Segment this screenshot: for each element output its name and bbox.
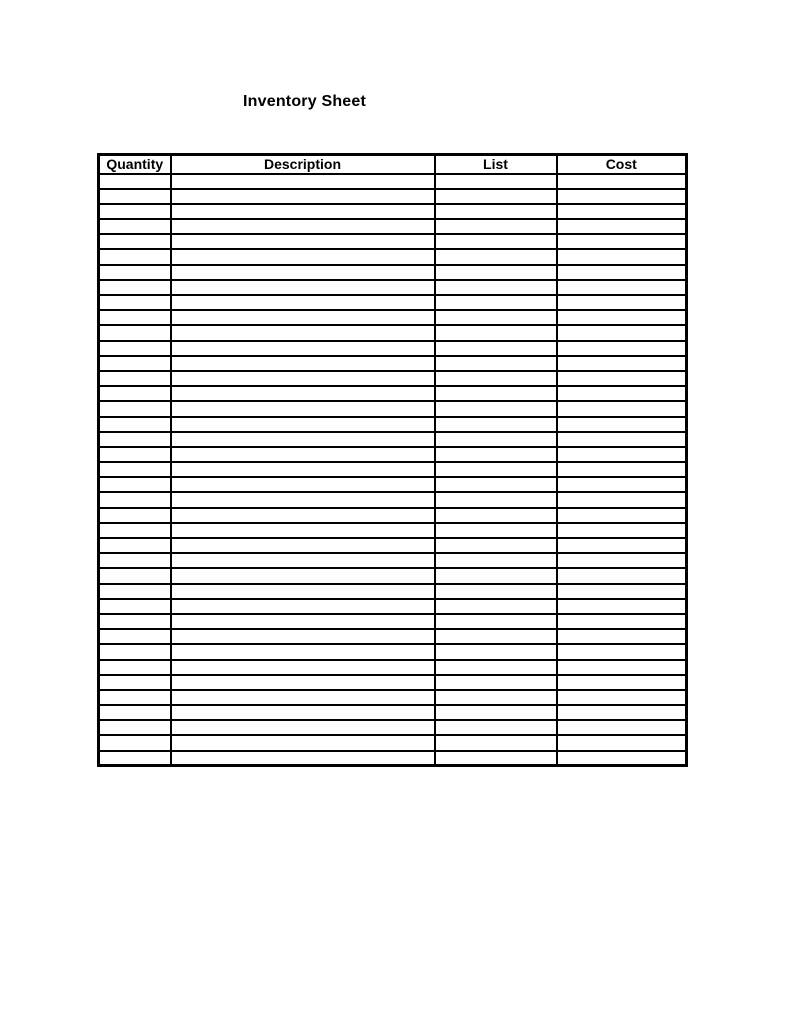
cell-list [435, 356, 557, 371]
cell-quantity [99, 249, 171, 264]
cell-description [171, 189, 435, 204]
cell-description [171, 599, 435, 614]
cell-cost [557, 735, 687, 750]
cell-quantity [99, 705, 171, 720]
cell-list [435, 371, 557, 386]
table-row [99, 614, 687, 629]
cell-quantity [99, 265, 171, 280]
table-row [99, 660, 687, 675]
cell-cost [557, 508, 687, 523]
table-row [99, 189, 687, 204]
cell-list [435, 690, 557, 705]
table-row [99, 356, 687, 371]
cell-list [435, 614, 557, 629]
cell-cost [557, 614, 687, 629]
table-row [99, 751, 687, 766]
cell-description [171, 417, 435, 432]
cell-description [171, 386, 435, 401]
cell-quantity [99, 675, 171, 690]
cell-description [171, 690, 435, 705]
cell-description [171, 492, 435, 507]
cell-cost [557, 462, 687, 477]
cell-description [171, 447, 435, 462]
cell-cost [557, 720, 687, 735]
cell-quantity [99, 477, 171, 492]
column-header-list: List [435, 155, 557, 174]
cell-cost [557, 204, 687, 219]
cell-cost [557, 629, 687, 644]
table-row [99, 174, 687, 189]
cell-list [435, 523, 557, 538]
cell-list [435, 174, 557, 189]
cell-quantity [99, 189, 171, 204]
cell-description [171, 751, 435, 766]
cell-quantity [99, 508, 171, 523]
table-row [99, 234, 687, 249]
cell-quantity [99, 629, 171, 644]
table-row [99, 675, 687, 690]
cell-cost [557, 644, 687, 659]
cell-list [435, 280, 557, 295]
cell-description [171, 660, 435, 675]
cell-cost [557, 568, 687, 583]
cell-description [171, 401, 435, 416]
cell-list [435, 584, 557, 599]
cell-description [171, 204, 435, 219]
cell-description [171, 644, 435, 659]
cell-quantity [99, 417, 171, 432]
cell-list [435, 735, 557, 750]
table-row [99, 462, 687, 477]
cell-description [171, 432, 435, 447]
cell-list [435, 249, 557, 264]
cell-cost [557, 477, 687, 492]
cell-description [171, 584, 435, 599]
cell-list [435, 508, 557, 523]
cell-description [171, 523, 435, 538]
page-title: Inventory Sheet [243, 93, 367, 110]
cell-description [171, 234, 435, 249]
table-row [99, 690, 687, 705]
cell-quantity [99, 735, 171, 750]
table-row [99, 720, 687, 735]
cell-cost [557, 492, 687, 507]
cell-cost [557, 401, 687, 416]
cell-description [171, 675, 435, 690]
cell-list [435, 720, 557, 735]
table-row [99, 477, 687, 492]
cell-cost [557, 705, 687, 720]
table-row [99, 265, 687, 280]
cell-quantity [99, 341, 171, 356]
cell-quantity [99, 310, 171, 325]
cell-list [435, 492, 557, 507]
cell-list [435, 705, 557, 720]
table-row [99, 584, 687, 599]
column-header-cost: Cost [557, 155, 687, 174]
table-row [99, 538, 687, 553]
cell-quantity [99, 447, 171, 462]
table-row [99, 447, 687, 462]
cell-list [435, 568, 557, 583]
table-row [99, 705, 687, 720]
cell-quantity [99, 280, 171, 295]
table-row [99, 219, 687, 234]
cell-cost [557, 249, 687, 264]
cell-description [171, 538, 435, 553]
cell-quantity [99, 295, 171, 310]
cell-cost [557, 660, 687, 675]
cell-cost [557, 356, 687, 371]
cell-description [171, 174, 435, 189]
cell-cost [557, 447, 687, 462]
cell-list [435, 234, 557, 249]
cell-cost [557, 386, 687, 401]
table-row [99, 295, 687, 310]
cell-cost [557, 371, 687, 386]
cell-list [435, 386, 557, 401]
table-row [99, 386, 687, 401]
cell-list [435, 204, 557, 219]
cell-cost [557, 417, 687, 432]
cell-quantity [99, 219, 171, 234]
table-row [99, 553, 687, 568]
cell-quantity [99, 568, 171, 583]
table-row [99, 432, 687, 447]
cell-cost [557, 219, 687, 234]
cell-description [171, 462, 435, 477]
table-row [99, 508, 687, 523]
cell-list [435, 310, 557, 325]
cell-cost [557, 174, 687, 189]
table-row [99, 568, 687, 583]
cell-quantity [99, 174, 171, 189]
cell-list [435, 553, 557, 568]
cell-description [171, 356, 435, 371]
cell-list [435, 219, 557, 234]
cell-cost [557, 523, 687, 538]
cell-description [171, 310, 435, 325]
cell-cost [557, 584, 687, 599]
cell-description [171, 295, 435, 310]
cell-cost [557, 234, 687, 249]
cell-list [435, 477, 557, 492]
cell-quantity [99, 204, 171, 219]
cell-quantity [99, 325, 171, 340]
table-row [99, 523, 687, 538]
cell-quantity [99, 462, 171, 477]
cell-cost [557, 325, 687, 340]
cell-cost [557, 690, 687, 705]
cell-cost [557, 310, 687, 325]
cell-list [435, 401, 557, 416]
cell-quantity [99, 599, 171, 614]
cell-description [171, 553, 435, 568]
cell-description [171, 629, 435, 644]
cell-quantity [99, 584, 171, 599]
cell-cost [557, 675, 687, 690]
cell-list [435, 295, 557, 310]
cell-quantity [99, 553, 171, 568]
table-row [99, 280, 687, 295]
cell-description [171, 614, 435, 629]
table-row [99, 310, 687, 325]
cell-quantity [99, 751, 171, 766]
table-row [99, 325, 687, 340]
cell-list [435, 629, 557, 644]
cell-list [435, 675, 557, 690]
cell-list [435, 417, 557, 432]
cell-cost [557, 265, 687, 280]
table-row [99, 204, 687, 219]
cell-cost [557, 432, 687, 447]
table-row [99, 401, 687, 416]
cell-description [171, 325, 435, 340]
cell-quantity [99, 432, 171, 447]
cell-quantity [99, 614, 171, 629]
cell-quantity [99, 401, 171, 416]
table-row [99, 341, 687, 356]
cell-quantity [99, 538, 171, 553]
cell-description [171, 705, 435, 720]
cell-cost [557, 341, 687, 356]
cell-cost [557, 553, 687, 568]
cell-list [435, 599, 557, 614]
cell-quantity [99, 523, 171, 538]
cell-list [435, 432, 557, 447]
cell-description [171, 477, 435, 492]
cell-list [435, 644, 557, 659]
cell-list [435, 660, 557, 675]
cell-list [435, 189, 557, 204]
table-row [99, 371, 687, 386]
table-row [99, 629, 687, 644]
cell-quantity [99, 660, 171, 675]
cell-cost [557, 599, 687, 614]
cell-list [435, 325, 557, 340]
table-row [99, 417, 687, 432]
table-row [99, 599, 687, 614]
cell-cost [557, 280, 687, 295]
cell-description [171, 341, 435, 356]
cell-description [171, 720, 435, 735]
cell-list [435, 265, 557, 280]
cell-cost [557, 189, 687, 204]
inventory-table [97, 153, 688, 767]
cell-quantity [99, 356, 171, 371]
cell-quantity [99, 234, 171, 249]
cell-cost [557, 751, 687, 766]
cell-cost [557, 538, 687, 553]
table-row [99, 644, 687, 659]
cell-cost [557, 295, 687, 310]
cell-description [171, 568, 435, 583]
cell-description [171, 219, 435, 234]
cell-list [435, 751, 557, 766]
cell-quantity [99, 492, 171, 507]
cell-list [435, 447, 557, 462]
cell-description [171, 265, 435, 280]
cell-quantity [99, 720, 171, 735]
column-header-description: Description [171, 155, 435, 174]
table-row [99, 735, 687, 750]
table-body [99, 174, 687, 766]
cell-description [171, 735, 435, 750]
table-header-row [99, 155, 687, 174]
table-row [99, 249, 687, 264]
cell-description [171, 371, 435, 386]
cell-description [171, 249, 435, 264]
cell-quantity [99, 371, 171, 386]
cell-quantity [99, 690, 171, 705]
cell-list [435, 341, 557, 356]
column-header-quantity: Quantity [99, 155, 171, 174]
cell-quantity [99, 644, 171, 659]
table-row [99, 492, 687, 507]
cell-description [171, 508, 435, 523]
cell-list [435, 538, 557, 553]
cell-list [435, 462, 557, 477]
cell-quantity [99, 386, 171, 401]
cell-description [171, 280, 435, 295]
